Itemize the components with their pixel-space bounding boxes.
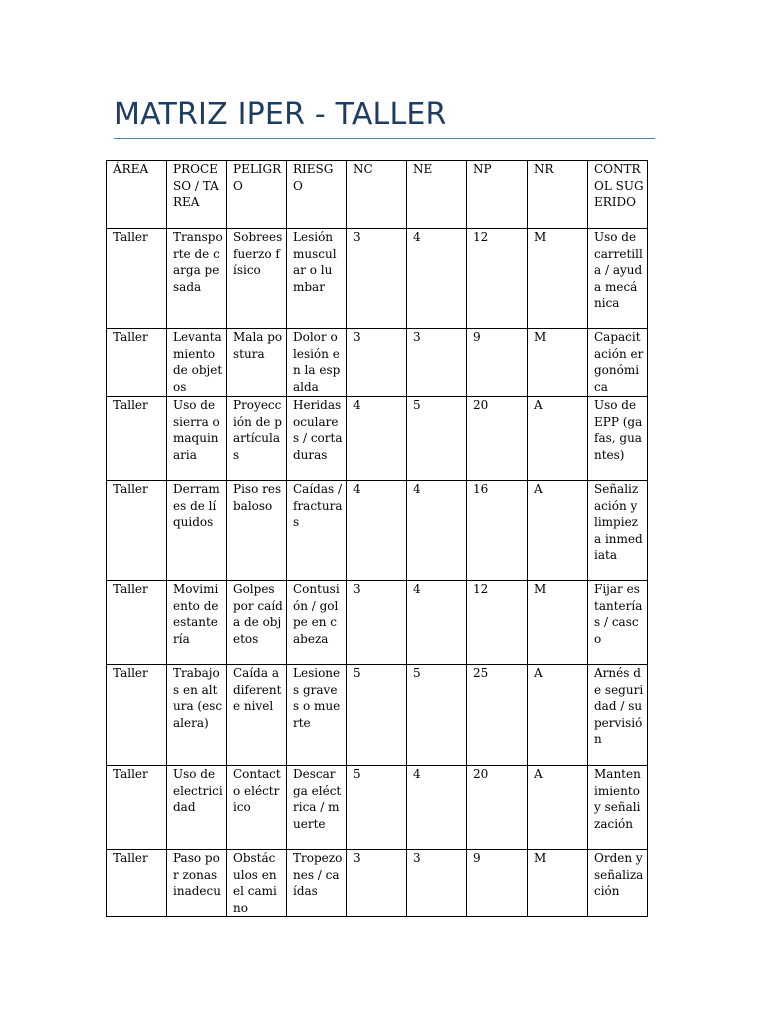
header-cell-np: NP <box>467 161 528 229</box>
table-row <box>107 481 648 581</box>
table-cell: Mantenimiento y señalización <box>588 766 648 850</box>
table-cell: Uso de carretilla / ayuda mecánica <box>588 229 648 329</box>
table-cell: A <box>528 766 588 850</box>
table-cell: Taller <box>107 766 167 850</box>
table-cell: 5 <box>347 665 407 766</box>
table-cell: 20 <box>467 397 528 481</box>
table-row <box>107 581 648 665</box>
table-cell: Uso de EPP (gafas, guantes) <box>588 397 648 481</box>
table-cell: Taller <box>107 581 167 665</box>
table-cell: 4 <box>347 481 407 581</box>
table-cell: 5 <box>407 397 467 481</box>
table-cell: 3 <box>407 850 467 917</box>
table-cell: Proyección de partículas <box>227 397 287 481</box>
table-cell: M <box>528 850 588 917</box>
table-cell: 3 <box>347 850 407 917</box>
table-cell: 3 <box>407 329 467 397</box>
table-cell: Orden y señalización <box>588 850 648 917</box>
table-row <box>107 665 648 766</box>
iper-matrix-table <box>106 160 648 917</box>
table-cell: Taller <box>107 329 167 397</box>
table-cell: Contacto eléctrico <box>227 766 287 850</box>
table-cell: 4 <box>347 397 407 481</box>
table-cell: Tropezones / caídas <box>287 850 347 917</box>
table-cell: A <box>528 397 588 481</box>
table-cell: Taller <box>107 229 167 329</box>
table-row <box>107 397 648 481</box>
table-cell: 16 <box>467 481 528 581</box>
table-cell: M <box>528 329 588 397</box>
header-cell-risk: RIESGO <box>287 161 347 229</box>
header-cell-nc: NC <box>347 161 407 229</box>
table-cell: Paso por zonas inadecu <box>167 850 227 917</box>
table-cell: 5 <box>347 766 407 850</box>
header-cell-hazard: PELIGRO <box>227 161 287 229</box>
table-cell: Dolor o lesión en la espalda <box>287 329 347 397</box>
table-cell: 20 <box>467 766 528 850</box>
table-cell: 3 <box>347 329 407 397</box>
table-cell: 12 <box>467 229 528 329</box>
table-cell: 4 <box>407 229 467 329</box>
table-cell: Transporte de carga pesada <box>167 229 227 329</box>
table-cell: 25 <box>467 665 528 766</box>
table-row <box>107 329 648 397</box>
table-cell: Caídas / fracturas <box>287 481 347 581</box>
table-cell: Taller <box>107 481 167 581</box>
table-cell: Movimiento de estantería <box>167 581 227 665</box>
table-cell: Taller <box>107 850 167 917</box>
table-cell: Lesión muscular o lumbar <box>287 229 347 329</box>
table-cell: Obstáculos en el camino <box>227 850 287 917</box>
table-cell: Derrames de líquidos <box>167 481 227 581</box>
header-cell-nr: NR <box>528 161 588 229</box>
table-cell: Uso de sierra o maquinaria <box>167 397 227 481</box>
table-cell: Golpes por caída de objetos <box>227 581 287 665</box>
table-cell: Arnés de seguridad / supervisión <box>588 665 648 766</box>
table-cell: Taller <box>107 397 167 481</box>
table-cell: A <box>528 481 588 581</box>
table-cell: Heridas oculares / cortaduras <box>287 397 347 481</box>
table-cell: 4 <box>407 766 467 850</box>
table-cell: Levantamiento de objetos <box>167 329 227 397</box>
table-row <box>107 766 648 850</box>
table-cell: Caída a diferente nivel <box>227 665 287 766</box>
table-cell: A <box>528 665 588 766</box>
header-cell-process: PROCESO / TAREA <box>167 161 227 229</box>
table-cell: M <box>528 229 588 329</box>
table-cell: 9 <box>467 329 528 397</box>
table-cell: 5 <box>407 665 467 766</box>
table-cell: 4 <box>407 581 467 665</box>
table-cell: Lesiones graves o muerte <box>287 665 347 766</box>
title-underline <box>114 138 655 139</box>
table-cell: Uso de electricidad <box>167 766 227 850</box>
header-cell-area: ÁREA <box>107 161 167 229</box>
table-row <box>107 229 648 329</box>
table-cell: 9 <box>467 850 528 917</box>
table-row <box>107 850 648 917</box>
table-cell: 3 <box>347 229 407 329</box>
table-cell: Fijar estanterías / casco <box>588 581 648 665</box>
table-header-row <box>107 161 648 229</box>
table-cell: Sobreesfuerzo físico <box>227 229 287 329</box>
table-cell: Piso resbaloso <box>227 481 287 581</box>
table-cell: 3 <box>347 581 407 665</box>
table-cell: Mala postura <box>227 329 287 397</box>
table-cell: 4 <box>407 481 467 581</box>
table-cell: Capacitación ergonómica <box>588 329 648 397</box>
table-cell: 12 <box>467 581 528 665</box>
table-cell: M <box>528 581 588 665</box>
table-cell: Trabajos en altura (escalera) <box>167 665 227 766</box>
table-cell: Contusión / golpe en cabeza <box>287 581 347 665</box>
header-cell-ne: NE <box>407 161 467 229</box>
table-cell: Taller <box>107 665 167 766</box>
table-cell: Señalización y limpieza inmediata <box>588 481 648 581</box>
table-cell: Descarga eléctrica / muerte <box>287 766 347 850</box>
page-title: MATRIZ IPER - TALLER <box>114 97 447 132</box>
header-cell-control: CONTROL SUGERIDO <box>588 161 648 229</box>
